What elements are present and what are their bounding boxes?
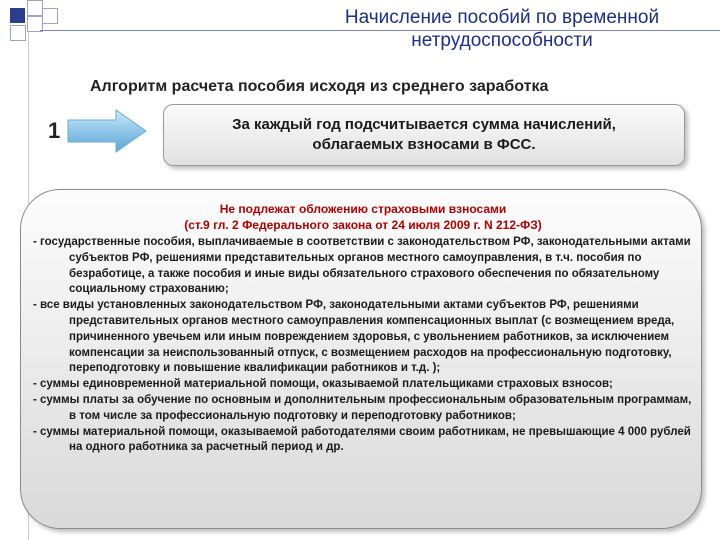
decor-square	[42, 8, 58, 24]
exemption-item: - все виды установленных законодательством РФ, законодательными актами субъектов РФ, решениями представительных органов местного самоуправления компенсационных выплат (с возмещением вреда, причиненного увечьем или иным повреждением здоровья, с увольнением работников, за исключением компенсации за неиспользованный отпуск, с возмещением расходов на профессиональную подготовку, переподготовку и повышение квалификации работников и т.д. );	[33, 299, 675, 375]
page-title-line2: нетрудоспособности	[411, 30, 593, 51]
page-title-line1: Начисление пособий по временной	[344, 7, 660, 28]
exemptions-heading	[33, 201, 693, 233]
exemption-item: - суммы единовременной материальной помощи, оказываемой плательщиками страховых взносов;	[33, 378, 613, 391]
step-number: 1	[48, 118, 61, 143]
algorithm-subtitle: Алгоритм расчета пособия исходя из среднего заработка	[90, 78, 549, 95]
step-description-box	[163, 104, 685, 166]
exemption-item: - суммы платы за обучение по основным и дополнительным профессиональным образовательным программам, в том числе за профессиональную подготовку и переподготовку работников;	[33, 393, 692, 422]
decor-square	[27, 0, 43, 16]
exemption-item: - суммы материальной помощи, оказываемой работодателями своим работникам, не превышающие 4 000 рублей на одного работника за расчетный период и др.	[33, 425, 691, 454]
decor-square	[10, 25, 26, 41]
exemptions-box	[20, 189, 702, 529]
exemption-item: - государственные пособия, выплачиваемые в соответствии с законодательством РФ, законодательными актами субъектов РФ, решениями представительных органов местного самоуправления, в т.ч. пособия по безработице, а также пособия и иные виды обязательного страхового обеспечения по обязательному социальному страхованию;	[33, 236, 691, 296]
page-title	[292, 6, 712, 52]
step-text-line1: За каждый год подсчитывается сумма начислений,	[232, 116, 616, 133]
exemptions-heading-line2: (ст.9 гл. 2 Федерального закона от 24 июля 2009 г. N 212-ФЗ)	[184, 218, 542, 232]
step-arrow-icon	[66, 108, 148, 154]
exemptions-list	[33, 235, 693, 456]
decor-square-filled	[10, 8, 25, 23]
exemptions-heading-line1: Не подлежат обложению страховыми взносами	[219, 202, 507, 216]
step-text-line2: облагаемых взносами в ФСС.	[312, 136, 536, 153]
